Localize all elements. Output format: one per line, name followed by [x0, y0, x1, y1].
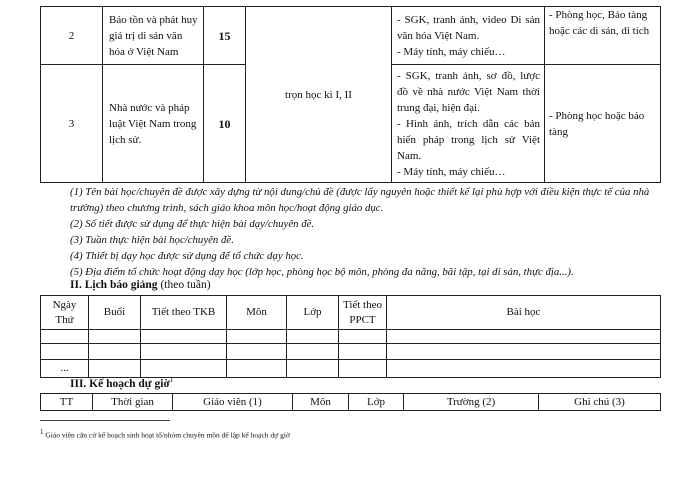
- location-cell: - Phòng học hoặc bảo tàng: [545, 65, 661, 183]
- equipment-line: - SGK, tranh ảnh, sơ đồ, lược đồ về nhà nước Việt Nam thời trung đại, hiện đại.: [397, 69, 540, 114]
- section-heading: [70, 279, 211, 291]
- header-day: Ngày Thứ: [41, 296, 89, 330]
- period-count: 15: [204, 7, 246, 65]
- note-line: (4) Thiết bị dạy học được sử dụng để tổ chức dạy học.: [70, 250, 304, 262]
- header-subject: Môn: [293, 394, 349, 411]
- location-cell: - Phòng học, Bảo tàng hoặc các di sản, di tích: [545, 7, 661, 65]
- notes-block: [70, 184, 670, 280]
- header-note: Ghi chú (3): [539, 394, 661, 411]
- header-tkb: Tiết theo TKB: [141, 296, 227, 330]
- header-class: Lớp: [287, 296, 339, 330]
- lesson-title: Nhà nước và pháp luật Việt Nam trong lịch sử.: [103, 65, 204, 183]
- time-cell: trọn học kì I, II: [246, 7, 392, 183]
- header-time: Thời gian: [93, 394, 173, 411]
- footnote-text: Giáo viên căn cứ kế hoạch sinh hoạt tổ/nhóm chuyên môn để lập kế hoạch dự giờ: [43, 430, 290, 440]
- footnote: [40, 428, 290, 440]
- section-title: III. Kế hoạch dự giờ: [70, 377, 170, 390]
- table-row: [41, 330, 661, 344]
- equipment-line: - Hình ảnh, trích dẫn các bản hiến pháp trong lịch sử Việt Nam.: [397, 117, 540, 162]
- note-line: (1) Tên bài học/chuyên đề được xây dựng từ nội dung/chủ đề (được lấy nguyên hoặc thiết kế lại phù hợp với điều kiện thực tế của nhà trường) theo chương trình, sách giáo khoa môn học/hoạt động giáo dục.: [70, 186, 650, 214]
- header-teacher: Giáo viên (1): [173, 394, 293, 411]
- schedule-table: [40, 295, 661, 378]
- header-lesson: Bài học: [387, 296, 661, 330]
- ellipsis-cell: ...: [41, 360, 89, 378]
- lesson-title: Bảo tồn và phát huy giá trị di sản văn hóa ở Việt Nam: [103, 7, 204, 65]
- table-header-row: [41, 296, 661, 330]
- equipment-line: - Máy tính, máy chiếu…: [397, 45, 506, 58]
- section-heading: [70, 376, 173, 390]
- row-number: 3: [41, 65, 103, 183]
- equipment-cell: [392, 65, 545, 183]
- equipment-cell: [392, 7, 545, 65]
- table-header-row: [41, 394, 661, 411]
- header-tt: TT: [41, 394, 93, 411]
- header-ppct: Tiết theo PPCT: [339, 296, 387, 330]
- table-row: [41, 360, 661, 378]
- row-number: 2: [41, 7, 103, 65]
- teaching-plan-table: [40, 6, 661, 183]
- period-count: 10: [204, 65, 246, 183]
- footnote-ref: 1: [169, 376, 174, 384]
- header-school: Trường (2): [404, 394, 539, 411]
- observation-table: [40, 393, 661, 411]
- equipment-line: - Máy tính, máy chiếu…: [397, 165, 506, 178]
- table-row: [41, 7, 661, 65]
- header-class: Lớp: [349, 394, 404, 411]
- footnote-divider: [40, 420, 170, 421]
- header-session: Buổi: [89, 296, 141, 330]
- note-line: (5) Địa điểm tổ chức hoạt động dạy học (lớp học, phòng học bộ môn, phòng đa năng, bãi tập, tại di sản, thực địa...).: [70, 266, 574, 278]
- section-title: II. Lịch báo giảng: [70, 279, 158, 291]
- table-row: [41, 344, 661, 360]
- note-line: (3) Tuần thực hiện bài học/chuyên đề.: [70, 234, 234, 246]
- section-subtitle: (theo tuần): [157, 279, 211, 291]
- header-subject: Môn: [227, 296, 287, 330]
- note-line: (2) Số tiết được sử dụng để thực hiện bài dạy/chuyên đề.: [70, 218, 315, 230]
- footnote-mark: 1: [40, 428, 44, 436]
- equipment-line: - SGK, tranh ảnh, video Di sản văn hóa Việt Nam.: [397, 13, 540, 42]
